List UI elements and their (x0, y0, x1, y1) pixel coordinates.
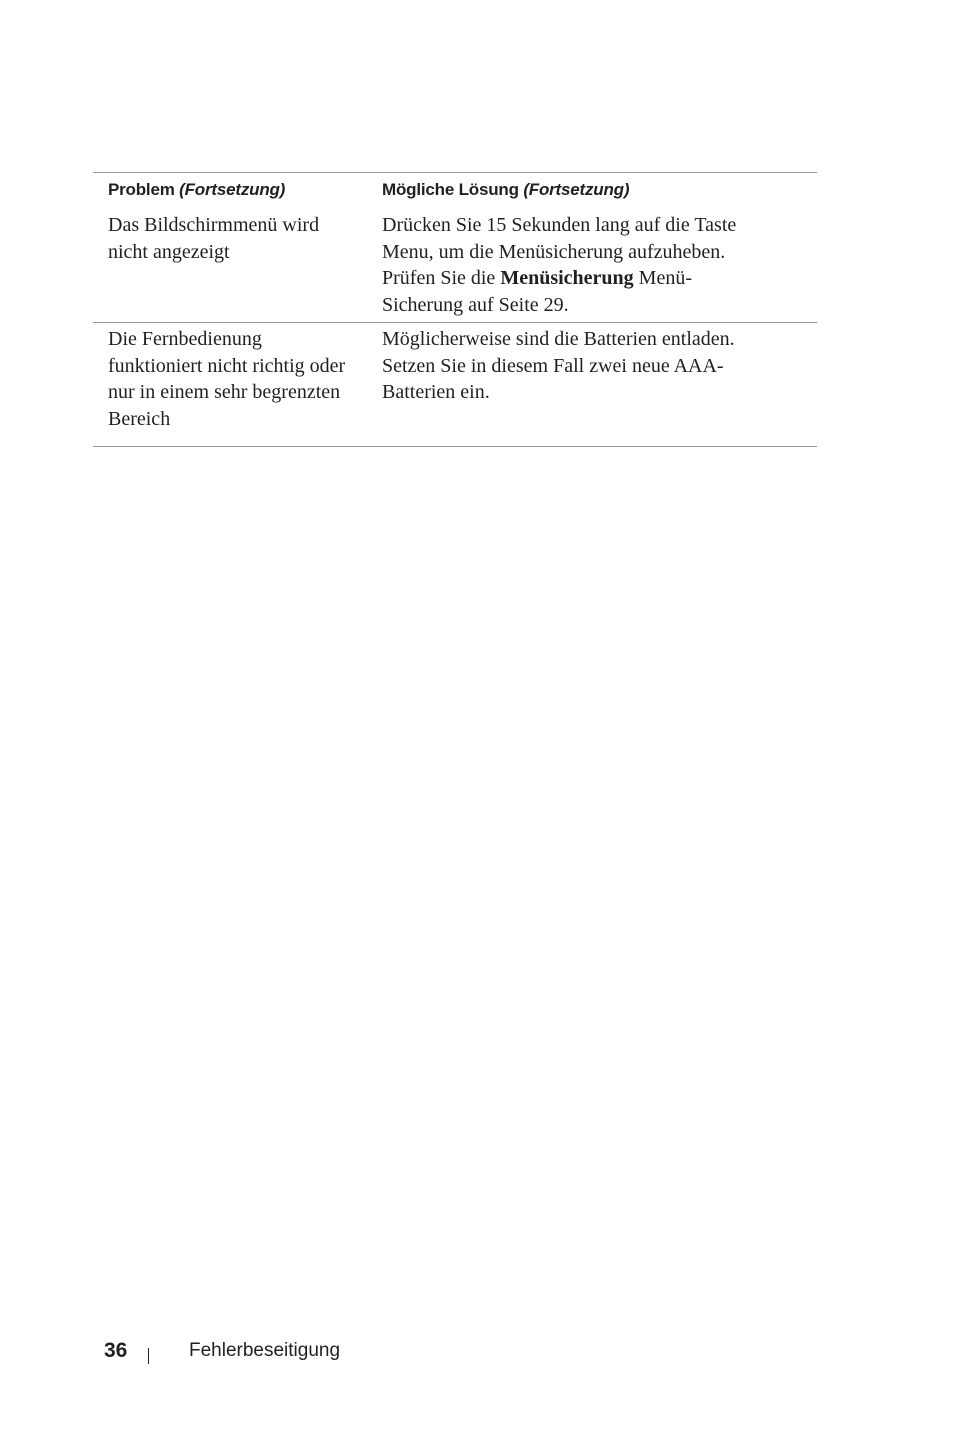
problem-cell (93, 212, 382, 318)
header-problem-label: Problem (108, 180, 175, 199)
table-row (93, 207, 817, 323)
header-solution-continued: (Fortsetzung) (523, 180, 630, 199)
troubleshooting-table (93, 172, 817, 447)
solution-text-line (382, 265, 807, 292)
solution-text: Drücken Sie 15 Sekunden lang auf die Taste (382, 214, 737, 236)
table-row (93, 323, 817, 447)
solution-text: Menu, um die Menüsicherung aufzuheben. (382, 240, 726, 263)
solution-cell (382, 326, 817, 432)
solution-cell (382, 212, 817, 318)
problem-text: funktioniert nicht richtig oder (108, 354, 346, 377)
header-problem-continued: (Fortsetzung) (179, 180, 286, 199)
solution-text: Prüfen Sie die (382, 267, 496, 289)
section-name: Fehlerbeseitigung (189, 1340, 341, 1361)
solution-text: Möglicherweise sind die Batterien entladen. (382, 328, 735, 350)
solution-text: Sicherung auf Seite 29. (382, 293, 569, 316)
problem-text: Das Bildschirmmenü wird (108, 214, 320, 236)
header-solution (382, 178, 817, 207)
page-number: 36 (104, 1339, 128, 1362)
problem-text: nicht angezeigt (108, 240, 230, 263)
solution-text: Setzen Sie in diesem Fall zwei neue AAA- (382, 354, 724, 377)
solution-text: Batterien ein. (382, 381, 490, 403)
footer-divider (148, 1348, 149, 1364)
problem-cell (93, 326, 382, 432)
problem-text: Bereich (108, 407, 171, 430)
table-header-row (93, 173, 817, 207)
problem-text: Die Fernbedienung (108, 328, 262, 350)
solution-bold-term: Menüsicherung (500, 267, 634, 289)
header-problem (93, 178, 382, 207)
solution-text: Menü- (638, 267, 692, 289)
page-footer (104, 1337, 340, 1365)
header-solution-label: Mögliche Lösung (382, 180, 519, 199)
problem-text: nur in einem sehr begrenzten (108, 381, 341, 403)
